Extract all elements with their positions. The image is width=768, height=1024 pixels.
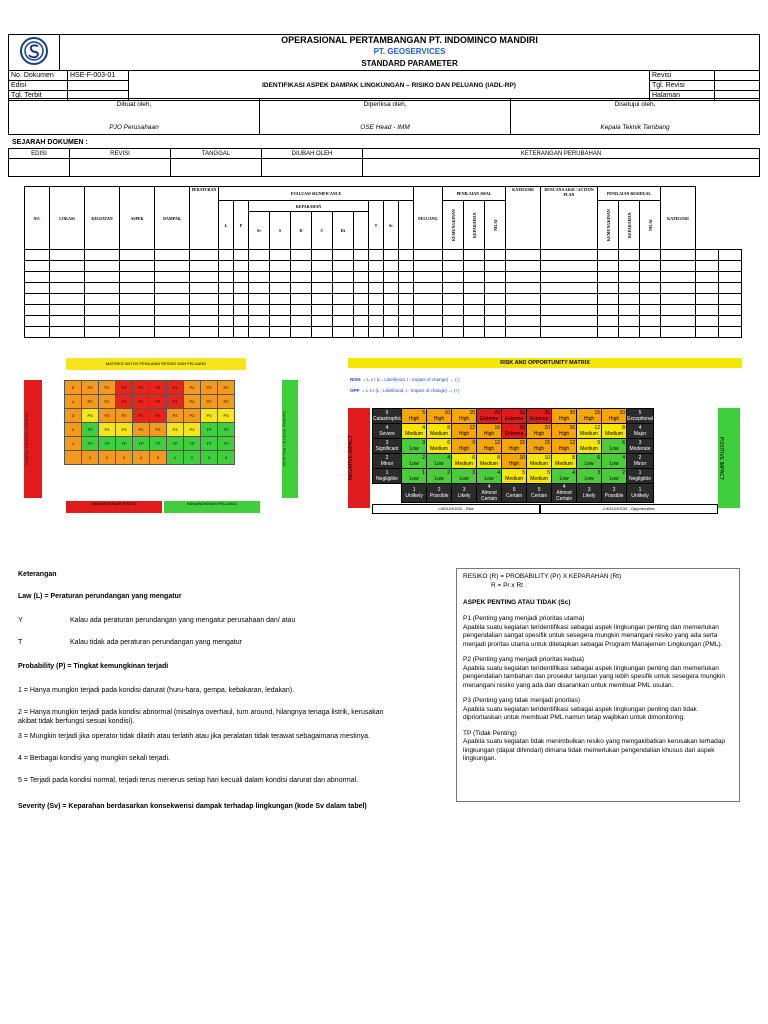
matrix-cell: P1 (150, 395, 167, 409)
significance-criteria-box (456, 568, 740, 802)
risk-cell: 10 Medium (527, 454, 552, 469)
impact-level-cell: 5 Catastrophic (373, 410, 402, 422)
risk-cell: 4 Low (477, 469, 502, 484)
legend-p2: 2 = Hanya mungkin terjadi pada kondisi abnormal (misalnya overhaul, turn around, hilangnya tenaga listrik, kerusakan akibat tidak berfungsi sesuai kondisi). (18, 709, 384, 725)
label-tgl-terbit: Tgl. Terbit (9, 91, 68, 101)
likelihood-risk-label: KEMUNGKINAN RISIKO (66, 501, 162, 513)
risk-cell: 20 Extreme (477, 409, 502, 424)
likelihood-cell: 1 Unlikely (627, 484, 654, 503)
history-table: EDISI REVISI TANGGAL DIUBAH OLEH KETERANGAN PERUBAHAN (8, 148, 760, 177)
matrix-cell: 2 (99, 451, 116, 465)
likelihood-opportunity-label: KEMUNGKINAN PELUANG (164, 501, 260, 513)
criteria-heading: ASPEK PENTING ATAU TIDAK (Sc) (463, 599, 571, 606)
risk-cell: 9 Medium (577, 439, 602, 454)
likelihood-cell: 5 Certain (502, 484, 527, 503)
likelihood-cell: 5 Certain (527, 484, 552, 503)
risk-cell: 1 Low (402, 469, 427, 484)
matrix-cell: TP (184, 437, 201, 451)
matrix-cell: P1 (150, 409, 167, 423)
risk-cell: 9 High (452, 439, 477, 454)
likelihood-opp-footer: LIKELIHOOD - Opportunities (540, 504, 718, 514)
risk-formula: RISK = L x I (L ; Likelihood, I : Impact of change) → (-) (350, 377, 460, 382)
matrix-cell: 3 (201, 451, 218, 465)
impact-level-cell: 4 Severe (373, 424, 402, 439)
matrix-cell: P3 (201, 409, 218, 423)
legend-y-text: Kalau ada peraturan perundangan yang mengatur perusahaan dan/ atau (70, 617, 296, 624)
risk-cell: 12 Medium (577, 424, 602, 439)
table-row (25, 305, 742, 316)
legend-p5: 5 = Terjadi pada kondisi normal, terjadi terus menerus setiap hari kecuali dalam kondisi darurat dan abnormal. (18, 777, 359, 784)
matrix-cell: P3 (184, 423, 201, 437)
risk-formula-short: R = Pr x Rt (491, 582, 523, 589)
logo-icon (19, 36, 49, 66)
doc-title: IDENTIFIKASI ASPEK DAMPAK LINGKUNGAN – RISIKO DAN PELUANG (IADL-RP) (129, 71, 650, 101)
risk-cell: 6 Medium (427, 439, 452, 454)
likelihood-cell: 3 Likely (577, 484, 602, 503)
risk-cell: 12 High (552, 439, 577, 454)
significance-grid (64, 380, 235, 465)
legend-p3: 3 = Mungkin terjadi jika operator tidak dilatih atau terlatih atau jika peralatan tidak terawat sebagaimana mestinya. (18, 733, 370, 740)
matrix-cell: 4 (65, 395, 82, 409)
risk-cell: 10 High (502, 454, 527, 469)
matrix-cell: P1 (133, 395, 150, 409)
matrix-cell: P2 (201, 381, 218, 395)
label-revisi: Revisi (650, 71, 715, 81)
likelihood-cell: 2 Possible (602, 484, 627, 503)
aspect-register-table: NO. LOKASI KEGIATAN ASPEK DAMPAK PERATURAN EVALUASI SIGNIFICANCE PELUANG PENILAIAN AWAL KATEGORI RENCANA AKSI / ACTION PLAN PENILAIAN RESIDUAL KATEGORI L P KEPARAHAN T Sc KEMUNGKINAN KEPARAHAN NILAI KEMUNGKINAN KEPARAHAN NILAI Sv S D C Rt (24, 186, 742, 338)
likelihood-cell: 2 Possible (427, 484, 452, 503)
likelihood-cell: 1 Unlikely (402, 484, 427, 503)
risk-cell: 2 Low (602, 469, 627, 484)
dept-name: PT. GEOSERVICES (373, 47, 446, 56)
legend-t-text: Kalau tidak ada peraturan perundangan yang mengatur (70, 639, 243, 646)
table-row (25, 283, 742, 294)
risk-cell: 12 High (477, 439, 502, 454)
matrix-cell: TP (133, 437, 150, 451)
matrix-cell: 1 (82, 451, 99, 465)
signature-checked: Diperiksa oleh, OSE Head - IMM (260, 99, 511, 135)
matrix-cell: 3 (65, 409, 82, 423)
likelihood-cell: 4 Almost Certain (552, 484, 577, 503)
criteria-item: TP (Tidak Penting) Apabila suatu kegiatan tidak menimbulkan resiko yang mengakibatkan kerusakan terhadap lingkungan (dapat dihindari) dimana tidak memerlukan pengendalian khusus dari aspek lingkungan. (463, 729, 725, 762)
matrix-cell: TP (218, 423, 235, 437)
matrix-cell: TP (82, 437, 99, 451)
likelihood-cell: 4 Almost Certain (477, 484, 502, 503)
criteria-item: P2 (Penting yang menjadi prioritas kedua) Apabila suatu kegiatan teridentifikasi sebagai aspek lingkungan penting dan memerlukan pengendalian tambahan dan prosedur lanjutan yang lebih spesifik untuk sesegera mungkin menangani resiko yang ada dan disarankan untuk membuat PML usulan. (463, 656, 725, 689)
matrix-cell: P2 (99, 381, 116, 395)
matrix-cell: P2 (82, 395, 99, 409)
impact-level-cell: 3 Significant (373, 439, 402, 454)
risk-cell: 10 High (427, 409, 452, 424)
criteria-item: P3 (Penting yang tidak menjadi prioritas) Apabila suatu kegiatan teridentifikasi sebagai aspek lingkungan penting dan tidak diprioritaskan untuk membuat PML namun tetap wajibkan untuk dimonitoring. (463, 697, 697, 721)
legend-y-key: Y (18, 617, 23, 624)
risk-cell: 6 Low (577, 454, 602, 469)
risk-cell: 6 Low (602, 439, 627, 454)
risk-grid (372, 408, 654, 503)
criteria-list (463, 615, 733, 771)
risk-cell: 10 High (602, 409, 627, 424)
opportunity-level-cell: 2 Minor (627, 454, 654, 469)
matrix-cell: 1 (167, 451, 184, 465)
legend-title: Keterangan (18, 571, 57, 578)
matrix-cell: TP (167, 437, 184, 451)
matrix-cell: 4 (133, 451, 150, 465)
matrix-cell: TP (82, 423, 99, 437)
risk-cell: 8 Medium (602, 424, 627, 439)
signature-approved: Disetujui oleh, Kepala Teknik Tambang (511, 99, 760, 135)
risk-cell: 3 Low (402, 439, 427, 454)
matrix-cell: P1 (150, 381, 167, 395)
risk-cell: 3 Low (452, 469, 477, 484)
matrix-cell (65, 451, 82, 465)
label-edisi: Edisi (9, 81, 68, 91)
matrix-cell: P2 (133, 423, 150, 437)
risk-cell: 5 Medium (527, 469, 552, 484)
matrix-cell: P2 (82, 381, 99, 395)
risk-opportunity-matrix (348, 358, 742, 518)
matrix-cell: P2 (116, 409, 133, 423)
matrix-cell: P2 (99, 409, 116, 423)
matrix-title: MATRIKS UNTUK PENILAIAN RESIKO DAN PELUANG (66, 358, 246, 370)
table-row (25, 272, 742, 283)
matrix-cell: 5 (65, 381, 82, 395)
risk-cell: 8 Medium (427, 424, 452, 439)
legend-t-key: T (18, 639, 23, 646)
matrix-cell: P1 (116, 381, 133, 395)
risk-cell: 20 High (552, 409, 577, 424)
matrix-cell: P2 (167, 409, 184, 423)
matrix-cell: 3 (116, 451, 133, 465)
criteria-item: P1 (Penting yang menjadi prioritas utama) Apabila suatu kegiatan teridentifikasi sebagai aspek lingkungan penting dan memerlukan pengendalian sangat spesifik untuk sesegera mungkin menangani resiko yang ada serta menjadi proritas utama untuk ditetapkan sebagai Program Manajemen Lingkungan (PML). (463, 615, 723, 648)
risk-cell: 15 High (577, 409, 602, 424)
matrix-cell: P3 (82, 409, 99, 423)
impact-level-cell: 2 Minor (373, 454, 402, 469)
risk-cell: 15 High (452, 409, 477, 424)
opportunity-level-cell: 3 Moderate (627, 439, 654, 454)
positive-impact-label: POSITIVE IMPACT (718, 408, 740, 508)
matrix-cell: P3 (116, 423, 133, 437)
likelihood-cell: 3 Likely (452, 484, 477, 503)
matrix-cell: 4 (218, 451, 235, 465)
legend-law: Law (L) = Peraturan perundangan yang mengatur (18, 593, 182, 600)
table-row (25, 261, 742, 272)
risk-cell: 25 Extreme (502, 409, 527, 424)
risk-formula-text: RESIKO (R) = PROBABILITY (Pr) X KEPARAHAN (Rt) (463, 573, 622, 580)
matrix-cell: P2 (184, 395, 201, 409)
matrix-cell: P3 (99, 423, 116, 437)
risk-cell: 8 Medium (552, 454, 577, 469)
risk-cell: 2 Low (427, 469, 452, 484)
likelihood-risk-footer: LIKELIHOOD - Risk (372, 504, 540, 514)
negative-impact-label: NEGATIVE IMPACT (348, 408, 370, 508)
opp-formula: OPP = L x I (L ; Likelihood, I : Impact of change) → (+) (350, 388, 460, 393)
opportunity-level-cell: 5 Exceptional (627, 410, 653, 422)
risk-cell: 3 Low (577, 469, 602, 484)
matrix-cell: P1 (167, 381, 184, 395)
doc-number: HSE-F-003-01 (68, 71, 129, 81)
signature-made: Dibuat oleh, PJO Perusahaan (9, 99, 260, 135)
legend-p1: 1 = Hanya mungkin terjadi pada kondisi darurat (huru-hara, gempa, kebakaran, ledakan). (18, 687, 295, 694)
risk-cell: 5 Medium (502, 469, 527, 484)
risk-cell: 20 Extreme (502, 424, 527, 439)
label-no-dokumen: No. Dokumen (9, 71, 68, 81)
risk-cell: 12 High (452, 424, 477, 439)
matrix-cell: TP (150, 437, 167, 451)
matrix-cell: TP (218, 437, 235, 451)
matrix-cell: P1 (133, 409, 150, 423)
legend-severity: Severity (Sv) = Keparahan berdasarkan konsekwensi dampak terhadap lingkungan (kode Sv dalam tabel) (18, 803, 367, 810)
risk-cell: 5 High (402, 409, 427, 424)
matrix-cell: 2 (184, 451, 201, 465)
matrix-cell: P2 (218, 381, 235, 395)
risk-cell: 8 Medium (477, 454, 502, 469)
risk-cell: 4 Low (602, 454, 627, 469)
impact-level-cell: 1 Negligible (373, 469, 402, 484)
matrix-cell: P2 (218, 395, 235, 409)
risk-cell: 16 High (552, 424, 577, 439)
matrix-cell: P1 (116, 395, 133, 409)
risk-cell: 25 Extreme (527, 409, 552, 424)
matrix-cell: P2 (184, 381, 201, 395)
risk-cell: 15 High (502, 439, 527, 454)
table-row (25, 250, 742, 261)
history-title: SEJARAH DOKUMEN : (12, 139, 88, 146)
label-halaman: Halaman (650, 91, 715, 101)
matrix-cell: P2 (201, 395, 218, 409)
matrix-cell: P2 (99, 395, 116, 409)
positive-impact-bar: DAMPAK POSITIF / PELUANG (282, 380, 298, 498)
table-row (25, 316, 742, 327)
legend-p4: 4 = Berbagai kondisi yang mungkin sekali terjadi. (18, 755, 170, 762)
risk-cell: 6 Medium (452, 454, 477, 469)
company-name: OPERASIONAL PERTAMBANGAN PT. INDOMINCO MANDIRI (281, 35, 538, 45)
matrix-cell: P3 (167, 423, 184, 437)
risk-cell: 4 Low (552, 469, 577, 484)
matrix-cell: 2 (65, 423, 82, 437)
negative-impact-bar: DAMPAK NEGATIF / RESIKO (24, 380, 42, 498)
matrix-cell: P1 (133, 381, 150, 395)
matrix-cell: 1 (65, 437, 82, 451)
legend-probability: Probability (P) = Tingkat kemungkinan terjadi (18, 663, 169, 670)
opportunity-level-cell: 1 Negligible (627, 469, 654, 484)
risk-cell: 4 Low (427, 454, 452, 469)
risk-cell: 16 High (477, 424, 502, 439)
risk-cell: 20 High (527, 424, 552, 439)
matrix-cell: 5 (150, 451, 167, 465)
matrix-cell: P3 (218, 409, 235, 423)
matrix-cell: P1 (167, 395, 184, 409)
opportunity-level-cell: 4 Major (627, 424, 654, 439)
label-tgl-revisi: Tgl. Revisi (650, 81, 715, 91)
matrix-cell: P2 (150, 423, 167, 437)
risk-cell: 4 Medium (402, 424, 427, 439)
matrix-cell: TP (201, 437, 218, 451)
risk-matrix-title: RISK AND OPPORTUNITY MATRIX (348, 358, 742, 368)
matrix-cell: TP (99, 437, 116, 451)
risk-cell: 2 Low (402, 454, 427, 469)
matrix-cell: TP (116, 437, 133, 451)
table-row (25, 294, 742, 305)
matrix-cell: TP (201, 423, 218, 437)
matrix-cell: P2 (184, 409, 201, 423)
significance-matrix (24, 358, 287, 516)
table-row (25, 327, 742, 338)
doc-type: STANDARD PARAMETER (361, 59, 458, 68)
company-logo (9, 35, 60, 71)
risk-cell: 15 High (527, 439, 552, 454)
doc-header (8, 34, 760, 152)
